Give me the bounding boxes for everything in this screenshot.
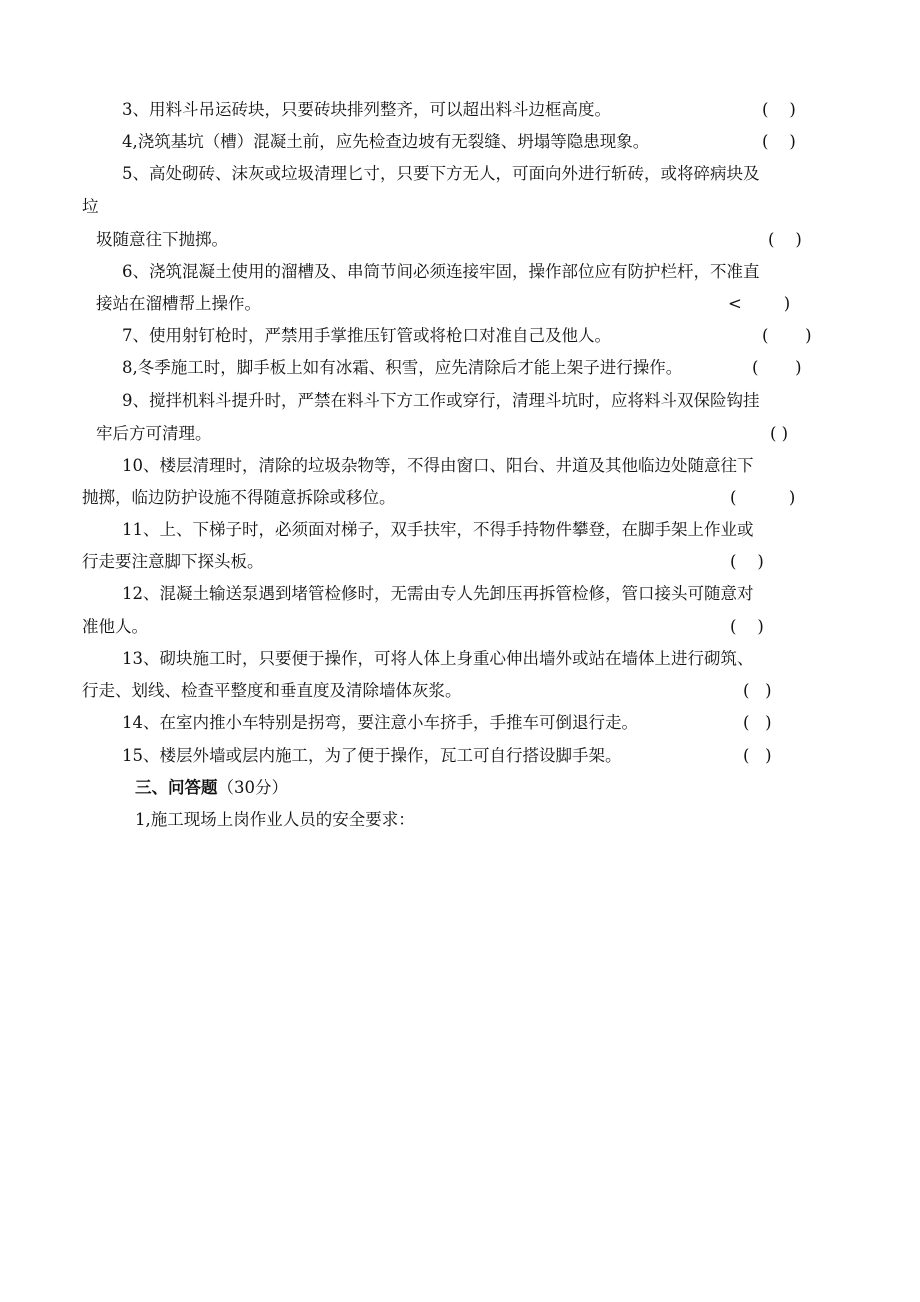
question-3-answer-blank[interactable]: ( ) [762,100,796,119]
question-13-text-line-1: 13、砌块施工时，只要便于操作，可将人体上身重心伸出墙外或站在墙体上进行砌筑、 [122,649,754,668]
section-3-score: （30分） [217,778,288,797]
question-10-text-line-1: 10、楼层清理时，清除的垃圾杂物等，不得由窗口、阳台、井道及其他临边处随意往下 [122,456,754,475]
question-3-text: 3、用料斗吊运砖块，只要砖块排列整齐，可以超出料斗边框高度。 [122,100,611,119]
question-6-answer-blank[interactable]: < ) [728,294,791,313]
question-8-answer-blank[interactable]: ( ) [752,358,802,377]
question-4-answer-blank[interactable]: ( ) [762,132,796,151]
question-8-text: 8,冬季施工时，脚手板上如有冰霜、积雪，应先清除后才能上架子进行操作。 [122,358,683,377]
question-14-text: 14、在室内推小车特别是拐弯，要注意小车挤手，手推车可倒退行走。 [122,713,638,732]
section-3-heading [135,778,288,798]
question-5-text-line-1: 5、高处砌砖、沫灰或垃圾清理匕寸，只要下方无人，可面向外进行斩砖，或将碎病块及 [122,164,760,183]
question-6-text-line-2: 接站在溜槽帮上操作。 [96,294,261,313]
question-9-answer-blank[interactable]: ( ) [770,424,789,443]
question-11-text-line-1: 11、上、下梯子时，必须面对梯子，双手扶牢，不得手持物件攀登，在脚手架上作业或 [122,520,754,539]
question-11-text-line-2: 行走要注意脚下探头板。 [82,552,264,571]
question-7-answer-blank[interactable]: ( ) [762,326,812,345]
question-12-text-line-1: 12、混凝土输送泵遇到堵管检修时，无需由专人先卸压再拆管检修，管口接头可随意对 [122,584,754,603]
question-12-answer-blank[interactable]: ( ) [730,617,764,636]
question-4-text: 4,浇筑基坑（槽）混凝土前，应先检查边坡有无裂缝、坍塌等隐患现象。 [122,132,650,151]
question-7-text: 7、使用射钉枪时，严禁用手掌推压钉管或将枪口对准自己及他人。 [122,326,611,345]
question-11-answer-blank[interactable]: ( ) [730,552,764,571]
question-14-answer-blank[interactable]: ( ) [743,713,772,732]
question-9-text-line-1: 9、搅拌机料斗提升时，严禁在料斗下方工作或穿行，清理斗坑时，应将料斗双保险钩挂 [122,391,760,410]
question-10-text-line-2: 抛掷，临边防护设施不得随意拆除或移位。 [82,488,396,507]
question-5-text-line-3: 圾随意往下抛掷。 [96,230,228,249]
answer-question-1: 1,施工现场上岗作业人员的安全要求： [135,810,415,829]
question-13-answer-blank[interactable]: ( ) [743,681,772,700]
question-15-text: 15、楼层外墙或层内施工，为了便于操作，瓦工可自行搭设脚手架。 [122,746,622,765]
question-10-answer-blank[interactable]: ( ) [730,488,796,507]
question-15-answer-blank[interactable]: ( ) [743,746,772,765]
question-6-text-line-1: 6、浇筑混凝土使用的溜槽及、串筒节间必须连接牢固，操作部位应有防护栏杆，不准直 [122,262,760,281]
question-5-text-line-2: 垃 [82,197,99,216]
question-13-text-line-2: 行走、划线、检查平整度和垂直度及清除墙体灰浆。 [82,681,462,700]
section-3-title: 三、问答题 [135,778,218,797]
question-9-text-line-2: 牢后方可清理。 [96,424,212,443]
question-5-answer-blank[interactable]: ( ) [768,230,802,249]
question-12-text-line-2: 准他人。 [82,617,148,636]
